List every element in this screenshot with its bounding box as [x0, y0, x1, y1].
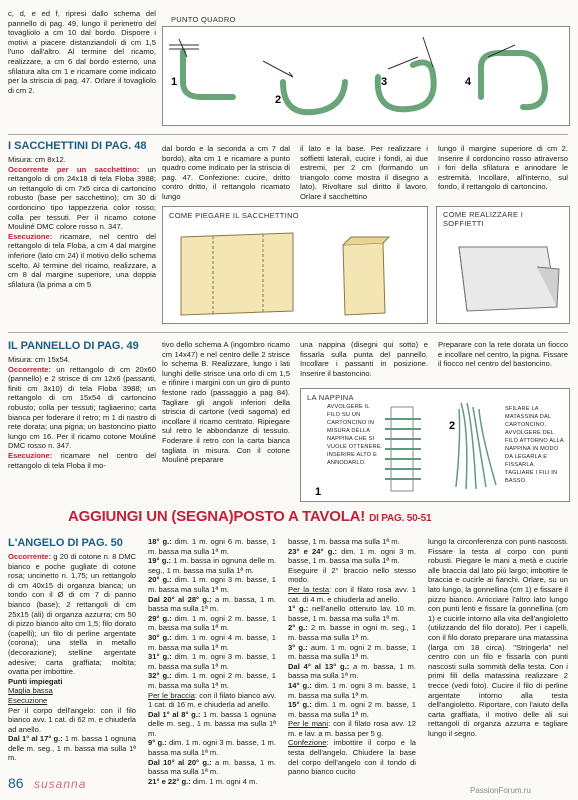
divider: [8, 332, 568, 333]
sacchettini-col1: [8, 155, 156, 289]
sacch-occ-key: Occorrente per un sacchettino:: [8, 164, 140, 174]
nappina-text-2: SFILARE LA MATASSINA DAL CARTONCINO, AVVOLGERE DEL FILO ATTORNO ALLA NAPPINA IN MODO DA LEGARLA E FISSARLA. TAGLIARE I FILI IN BASSO.: [505, 406, 564, 484]
section-banner: [68, 508, 568, 525]
pannello-title: IL PANNELLO DI PAG. 49: [8, 340, 139, 352]
angelo-col2: 18° g.: dim. 1 m. ogni 6 m. basse, 1 m. bassa ma sulla 1ª m. 19° g.: 1 m. bassa in ognuna delle m. seg., 1 m. bassa ma sulla 1ª m. 20° g.: dim. 1 m. ogni 3 m. basse, 1 m. bassa ma sulla 1ª m. Dal 20° al 28° g.: a m. bassa, 1 m. bassa ma sulla 1ª m. 29° g.: dim. 1 m. ogni 2 m. basse, 1 m. bassa ma sulla 1ª m. 30° g.: dim. 1 m. ogni 4 m. basse, 1 m. bassa ma sulla 1ª m. 31° g.: dim. 1 m. ogni 3 m. basse, 1 m. bassa ma sulla 1ª m. 32° g.: dim. 1 m. ogni 2 m. basse, 1 m. bassa ma sulla 1ª m. Per le braccia: con il filato bianco avv. 1 cat. di 16 m. e chiuderla ad anello. Dal 1° al 8° g.: 1 m. bassa 1 ognuna delle m. seg., 1 m. bassa ma sulla 1ª m. 9° g.: dim. 1 m. ogni 3 m. basse, 1 m. bassa ma sulla 1ª m. Dal 10° al 20° g.: a m. bassa, 1 m. bassa ma sulla 1ª m. 21° e 22° g.: dim. 1 m. ogni 4 m.: [148, 537, 277, 786]
step-3: 3: [381, 76, 388, 88]
banner-suffix: DI PAG. 50-51: [369, 513, 432, 524]
step-2: 2: [275, 94, 282, 106]
sacchettini-col3: il lato e la base. Per realizzare i soffietti laterali, cucire i fondi, ai due estremi, per 2 cm (formando un triangolo come mostra il disegno a lato). Rivoltare sul diritto il lavoro. Orlare il sacchettino: [300, 144, 428, 201]
punto-quadro-illustration: [163, 27, 569, 125]
page-number: 86: [8, 775, 24, 791]
pannello-col1: [8, 355, 156, 470]
ang-esecuzione: Esecuzione: [8, 695, 48, 705]
sacch-esec-key: Esecuzione:: [8, 231, 53, 241]
watermark: PassionForum.ru: [470, 786, 531, 795]
ang-corpo: Per il corpo dell'angelo: con il filo bianco avv. 1 cat. di 62 m. e chiuderla ad anello.: [8, 705, 136, 734]
pann-esec-text: ricamare nel centro del rettangolo di tela Floba il mo-: [8, 450, 156, 470]
ang-occ-key: Occorrente:: [8, 552, 52, 561]
angelo-col3: basse, 1 m. bassa ma sulla 1ª m. 23° e 24° g.: dim. 1 m. ogni 3 m. basse, 1 m. bassa ma sulla 1ª m. Eseguire il 2° braccio nello stesso modo. Per la testa: con il filato rosa avv. 1 cat. di 4 m. e chiuderla ad anello. 1° g.: nell'anello ottenuto lav. 10 m. basse, 1 m. bassa ma sulla 1ª m. 2° g.: 2 m. basse in ogni m. seg., 1 m. bassa ma sulla 1ª m. 3° g.: aum. 1 m. ogni 2 m. basse, 1 m. bassa ma sulla 1ª m. Dal 4° al 13° g.: a m. bassa, 1 m. bassa ma sulla 1ª m. 14° g.: dim. 1 m. ogni 3 m. basse, 1 m. bassa ma sulla 1ª m. 15° g.: dim. 1 m. ogni 2 m. basse, 1 m. bassa ma sulla 1ª m. Per le mani: con il filato rosa avv. 12 m. e lav. a m. bassa per 5 g. Confezione: imbottire il corpo e la testa dell'angelo. Chiudere la base del corpo dell'angelo con il tondo di panno bianco cucito: [288, 537, 416, 777]
soffietti-illustration: [437, 207, 569, 323]
nappina-illustration: [301, 389, 569, 501]
punto-quadro-figure: [162, 15, 570, 126]
nappina-step-1: 1: [315, 486, 322, 498]
piegare-label: COME PIEGARE IL SACCHETTINO: [169, 211, 299, 220]
ang-occ-text: g 20 di cotone n. 8 DMC bianco e poche gugliate di cotone rosa; uncinetto n. 1,75; un rettangolo di cm 40x15 di organza bianca; un tondo con il Ø di cm 7 di panno bianco (base); 2 rettangoli di cm 25x15 (ali) di organza azzurra; cm 50 di pizzo bianco alto cm 1,5; filo dorato (capelli); un filo di perline argentate (corona); una stella in metallo (decorazione); stelline argentate adesive; carta graffiata; moltita; ovatta per imbottire.: [8, 552, 136, 677]
sacchettini-title: I SACCHETTINI DI PAG. 48: [8, 140, 147, 152]
ang-punti: Punti impiegati: [8, 676, 63, 686]
soffietti-label: COME REALIZZARE I SOFFIETTI: [443, 210, 524, 228]
pannello-col3: una nappina (disegni qui sotto) e fissarla sulla punta del pannello. Incollare i passanti in posizione. Inserire il bastoncino.: [300, 340, 428, 378]
nappina-step-2: 2: [449, 420, 456, 432]
step-1: 1: [171, 76, 178, 88]
sacchettini-col4: lungo il margine superiore di cm 2. Inserire il cordoncino rosso attraverso i fori della sfilatura e annodare le estremità. Incollare, all'interno, sul fondo, il rettangolo di cartoncino.: [438, 144, 568, 192]
punto-quadro-label: PUNTO QUADRO: [171, 15, 236, 24]
angelo-title: L'ANGELO DI PAG. 50: [8, 537, 123, 549]
sacch-misura: Misura: cm 8x12.: [8, 155, 66, 164]
ang-g1-text: 1 m. bassa 1 ognuna delle m. seg., 1 m. bassa ma sulla 1ª m.: [8, 734, 136, 763]
angelo-col4: lungo la circonferenza con punti nascosti. Fissare la testa al corpo con punti robusti. Piegare le mani a metà e cucirle alle braccia dal lato più largo; imbottire le braccia e cucirle ai fianchi. Orlare, su un lato lungo, la gonnellina (cm 1) e fissare il pizzo bianco. Arricciare l'altro lato lungo con punti lenti e fissare la gonnellina (cm 1) e cucirle intorno alla vita dell'angioletto (utilizzando del filo dorato). Per i capelli, con il filo dorato preparare una matassina (larga cm 18 circa). "Stringerla" nel centro con un filo e fissarla con punti nascosti sulla sommità della testa. Con i primi fili della matassina realizzare 2 trecce (vedi foto). Cucire il filo di perline argentate intorno alla testa dell'angioletto. Riportare, con l'aiuto della carta graffiata, il motivo delle ali sui rettangoli di organza azzurra e tagliare lungo il segno.: [428, 537, 568, 738]
nappina-label: LA NAPPINA: [307, 393, 354, 402]
angelo-col1: [8, 552, 136, 763]
sacch-occ-text: un rettangolo di cm 24x18 di tela Floba 3988; un rettangolo di cm 7x5 circa di cartoncino robusto (base per sacchettino); cm 30 di cordoncino tipo tappezzeria color rosso; colla per tessuti. Per il ricamo cotone Mouliné DMC colore rosso n. 347.: [8, 164, 156, 232]
soffietti-figure: [436, 206, 570, 324]
nappina-text-1: AVVOLGERE IL FILO SU UN CARTONCINO IN MISURA DELLA NAPPINA CHE SI VUOLE OTTENERE. INSERIRE ALTO E ANNODARLO.: [327, 404, 383, 466]
piegare-illustration: [163, 207, 427, 323]
pannello-col2: tivo dello schema A (ingombro ricamo cm 14x47) e nel centro delle 2 strisce lo schema B. Realizzare, lungo i lati lunghi delle strisce una orlo di cm 1,5 e rifinire i margini con un giro di punto festone rado (passaggio a pag 84). Tagliare gli angoli inferiori della striscia di cartone (vedi sagoma) ed incollare il ricamo centrato. Ripiegare sul retro le abbondanze di tessuto. Foderare il retro con la carta bianca tagliata in misura. Con il cotone Mouliné preparare: [162, 340, 290, 465]
nappina-figure: [300, 388, 570, 502]
sacchettini-col2: dal bordo e la seconda a cm 7 dal bordo), alta cm 1 e ricamare a punto quadro come indicato per la striscia di pag. 47. Confezione: cucire, dritto contro dritto, il rettangolo ricamato lungo: [162, 144, 290, 201]
banner-main: AGGIUNGI UN (SEGNA)POSTO A TAVOLA!: [68, 508, 366, 525]
top-intro-text: c, d, e ed f, ripresi dallo schema del pannello di pag. 49, lungo il perimetro del tovagliolo a cm 10 dal bordo. Disporre i motivi a piacere distanziandoli di cm 1,5 l'uno dall'altro. Al termine del ricamo, realizzare, a cm 6 dal bordo esterno, una sfilatura alta cm 1 e ricamare come indicato per la striscia di pag. 47. Orlare il tovagliolo di cm 2.: [8, 9, 156, 95]
divider: [8, 134, 568, 135]
pannello-col4: Preparare con la rete dorata un fiocco e incollare nel centro, la pigna. Fissare il fiocco nel centro del bastoncino.: [438, 340, 569, 369]
ang-maglia: Maglia bassa: [8, 686, 53, 696]
sacch-esec-text: ricamare, nel centro del rettangolo di tela Floba, a cm 4 dal margine inferiore (lato cm 24) il motivo dello schema scelto. Al termine del ricamo, realizzare, a cm 8 dal margine superiore, una doppia sfilatura (la prima a cm 5: [8, 231, 156, 289]
pann-esec-key: Esecuzione:: [8, 450, 53, 460]
pannello-misura: Misura: cm 15x54.: [8, 355, 71, 364]
pann-occ-text: un rettangolo di cm 20x60 (pannello) e 2 strisce di cm 12x6 (passanti, finiti cm 3x10) di tela Floba 3988; un rettangolo di cm 15x54 di cartoncino robusto; colla per tessuti; tagliaerino; carta bianca per foderare il retro; m 1 di nastro di rete dorata; una pigna; un bastoncino piatto lungo cm 16. Per il ricamo cotone Mouliné DMC rosso n. 347.: [8, 364, 156, 451]
ang-g1-key: Dal 1° al 17° g.:: [8, 734, 63, 744]
step-4: 4: [465, 76, 472, 88]
piegare-sacchettino-figure: [162, 206, 428, 324]
pann-occ-key: Occorrente:: [8, 364, 52, 374]
brand-logo: susanna: [34, 777, 87, 791]
